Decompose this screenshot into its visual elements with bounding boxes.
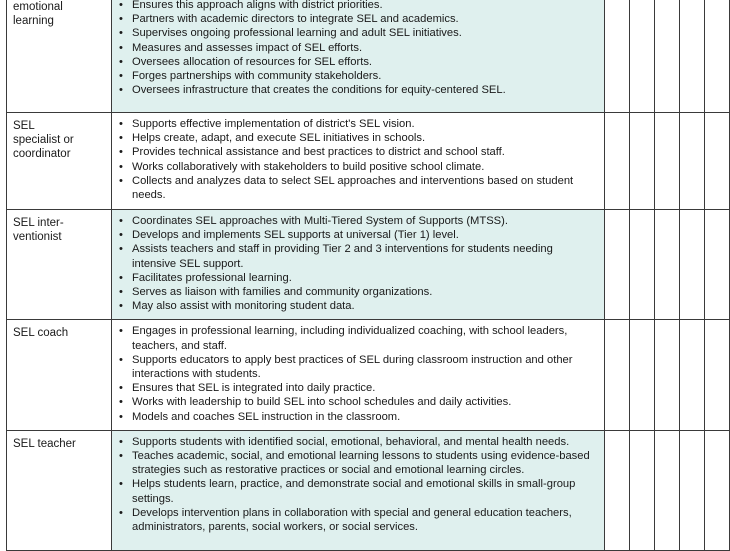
checkbox-cell[interactable]: [605, 113, 630, 210]
list-item: • Develops and implements SEL supports at universal (Tier 1) level.: [118, 228, 598, 242]
role-name: SEL specialist or coordinator: [13, 120, 74, 160]
list-item: • Teaches academic, social, and emotional learning lessons to students using evidence-based strategies such as restorative practices or social and emotional learning circles.: [118, 449, 598, 477]
list-item: • Provides technical assistance and best practices to district and school staff.: [118, 145, 598, 159]
table-row: [7, 113, 730, 210]
checkbox-cell[interactable]: [705, 320, 730, 430]
checkbox-cell[interactable]: [655, 113, 680, 210]
checkbox-cell[interactable]: [705, 113, 730, 210]
list-item: • Develops intervention plans in collaboration with special and general education teachers, administrators, parents, social workers, or social services.: [118, 506, 598, 534]
responsibilities-list: [118, 324, 598, 423]
checkbox-cell[interactable]: [655, 320, 680, 430]
checkbox-cell[interactable]: [705, 430, 730, 550]
checkbox-cell[interactable]: [705, 0, 730, 113]
checkbox-cell[interactable]: [630, 210, 655, 320]
table-row: [7, 430, 730, 550]
list-item: • Assists teachers and staff in providing Tier 2 and 3 interventions for students needing intensive SEL support.: [118, 242, 598, 270]
responsibilities-cell: [112, 210, 605, 320]
checkbox-cell[interactable]: [655, 0, 680, 113]
checkbox-cell[interactable]: [605, 0, 630, 113]
list-item: • Works collaboratively with stakeholders to build positive school climate.: [118, 160, 598, 174]
list-item: • Collects and analyzes data to select SEL approaches and interventions based on student needs.: [118, 174, 598, 202]
table-row: [7, 210, 730, 320]
checkbox-cell[interactable]: [630, 430, 655, 550]
checkbox-cell[interactable]: [680, 113, 705, 210]
table-body: [7, 0, 730, 550]
list-item: • May also assist with monitoring student data.: [118, 299, 598, 313]
list-item: • Coordinates SEL approaches with Multi-Tiered System of Supports (MTSS).: [118, 214, 598, 228]
table-row: [7, 320, 730, 430]
responsibilities-list: [118, 0, 598, 97]
role-name: SEL coach: [13, 327, 69, 340]
responsibilities-list: [118, 435, 598, 534]
checkbox-cell[interactable]: [605, 430, 630, 550]
list-item: • Ensures this approach aligns with district priorities.: [118, 0, 598, 12]
list-item: • Oversees allocation of resources for SEL efforts.: [118, 55, 598, 69]
list-item: • Forges partnerships with community stakeholders.: [118, 69, 598, 83]
checkbox-cell[interactable]: [605, 320, 630, 430]
checkbox-cell[interactable]: [605, 210, 630, 320]
list-item: • Supports students with identified social, emotional, behavioral, and mental health needs.: [118, 435, 598, 449]
responsibilities-cell: [112, 113, 605, 210]
list-item: • Supports effective implementation of district's SEL vision.: [118, 117, 598, 131]
list-item: • Supervises ongoing professional learning and adult SEL initiatives.: [118, 26, 598, 40]
role-cell: [7, 430, 112, 550]
list-item: • Facilitates professional learning.: [118, 271, 598, 285]
checkbox-cell[interactable]: [680, 210, 705, 320]
list-item: • Supports educators to apply best practices of SEL during classroom instruction and other interactions with students.: [118, 353, 598, 381]
list-item: • Measures and assesses impact of SEL efforts.: [118, 41, 598, 55]
responsibilities-list: [118, 117, 598, 202]
responsibilities-cell: [112, 430, 605, 550]
checkbox-cell[interactable]: [680, 0, 705, 113]
sel-roles-table: [6, 0, 730, 551]
checkbox-cell[interactable]: [680, 430, 705, 550]
list-item: • Ensures that SEL is integrated into daily practice.: [118, 381, 598, 395]
checkbox-cell[interactable]: [630, 320, 655, 430]
list-item: • Oversees infrastructure that creates the conditions for equity-centered SEL.: [118, 83, 598, 97]
responsibilities-cell: [112, 0, 605, 113]
role-cell: [7, 210, 112, 320]
responsibilities-list: [118, 214, 598, 313]
list-item: • Partners with academic directors to integrate SEL and academics.: [118, 12, 598, 26]
role-cell: [7, 0, 112, 113]
role-name: emotional learning: [13, 1, 63, 27]
list-item: • Helps create, adapt, and execute SEL initiatives in schools.: [118, 131, 598, 145]
role-cell: [7, 320, 112, 430]
role-name: SEL inter- ventionist: [13, 217, 64, 243]
list-item: • Helps students learn, practice, and demonstrate social and emotional skills in small-group settings.: [118, 477, 598, 505]
checkbox-cell[interactable]: [680, 320, 705, 430]
list-item: • Models and coaches SEL instruction in the classroom.: [118, 410, 598, 424]
checkbox-cell[interactable]: [655, 430, 680, 550]
list-item: • Works with leadership to build SEL into school schedules and daily activities.: [118, 395, 598, 409]
responsibilities-cell: [112, 320, 605, 430]
checkbox-cell[interactable]: [630, 113, 655, 210]
checkbox-cell[interactable]: [630, 0, 655, 113]
role-name: SEL teacher: [13, 437, 76, 450]
role-cell: [7, 113, 112, 210]
checkbox-cell[interactable]: [655, 210, 680, 320]
table-row: [7, 0, 730, 113]
list-item: • Engages in professional learning, including individualized coaching, with school leaders, teachers, and staff.: [118, 324, 598, 352]
list-item: • Serves as liaison with families and community organizations.: [118, 285, 598, 299]
checkbox-cell[interactable]: [705, 210, 730, 320]
